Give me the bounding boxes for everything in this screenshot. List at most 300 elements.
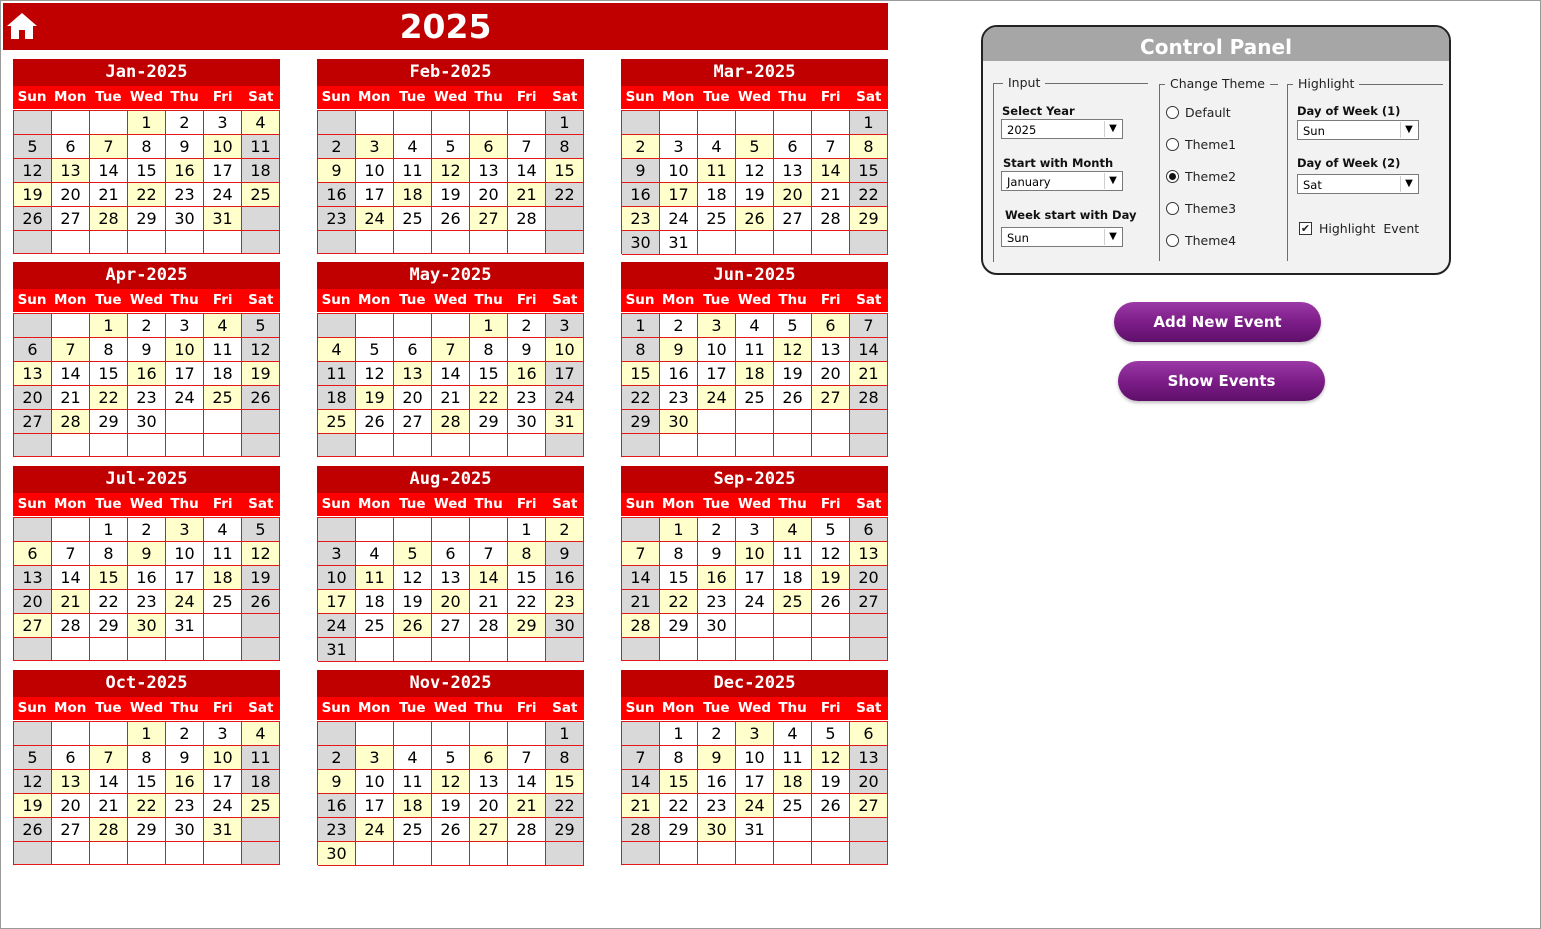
day-cell[interactable]: 26 (242, 386, 280, 410)
day-cell[interactable]: 21 (432, 386, 470, 410)
day-cell[interactable]: 29 (850, 207, 888, 231)
day-cell[interactable]: 11 (394, 770, 432, 794)
day-cell[interactable]: 16 (128, 362, 166, 386)
day-cell[interactable]: 3 (204, 722, 242, 746)
day-cell[interactable]: 28 (90, 818, 128, 842)
day-cell[interactable]: 20 (470, 183, 508, 207)
day-cell[interactable]: 17 (660, 183, 698, 207)
day-cell[interactable]: 7 (432, 338, 470, 362)
day-cell[interactable]: 31 (660, 231, 698, 255)
day-cell[interactable]: 24 (204, 794, 242, 818)
day-cell[interactable]: 27 (52, 818, 90, 842)
day-cell[interactable]: 8 (90, 542, 128, 566)
day-cell[interactable]: 1 (660, 722, 698, 746)
day-cell[interactable]: 18 (774, 566, 812, 590)
day-cell[interactable]: 20 (850, 566, 888, 590)
day-cell[interactable]: 19 (432, 794, 470, 818)
day-cell[interactable]: 4 (774, 518, 812, 542)
day-cell[interactable]: 26 (14, 207, 52, 231)
day-cell[interactable]: 15 (622, 362, 660, 386)
theme-option-theme4[interactable] (1166, 233, 1236, 248)
day-cell[interactable]: 2 (166, 111, 204, 135)
day-cell[interactable]: 9 (128, 542, 166, 566)
day-cell[interactable]: 2 (318, 135, 356, 159)
day-cell[interactable]: 8 (90, 338, 128, 362)
day-cell[interactable]: 1 (128, 111, 166, 135)
day-cell[interactable]: 25 (736, 386, 774, 410)
day-cell[interactable]: 10 (204, 135, 242, 159)
day-cell[interactable]: 15 (90, 566, 128, 590)
day-cell[interactable]: 31 (204, 818, 242, 842)
day-cell[interactable]: 21 (622, 590, 660, 614)
day-cell[interactable]: 30 (128, 410, 166, 434)
day-cell[interactable]: 22 (128, 183, 166, 207)
show-events-button[interactable]: Show Events (1118, 361, 1325, 401)
day-cell[interactable]: 10 (546, 338, 584, 362)
day-cell[interactable]: 16 (166, 159, 204, 183)
day-cell[interactable]: 3 (166, 314, 204, 338)
day-cell[interactable]: 23 (318, 818, 356, 842)
day-cell[interactable]: 5 (242, 518, 280, 542)
day-cell[interactable]: 11 (736, 338, 774, 362)
day-cell[interactable]: 15 (508, 566, 546, 590)
day-cell[interactable]: 17 (698, 362, 736, 386)
day-cell[interactable]: 14 (470, 566, 508, 590)
day-cell[interactable]: 25 (204, 386, 242, 410)
day-cell[interactable]: 6 (774, 135, 812, 159)
day-cell[interactable]: 19 (242, 566, 280, 590)
day-cell[interactable]: 11 (394, 159, 432, 183)
day-cell[interactable]: 27 (470, 818, 508, 842)
day-cell[interactable]: 18 (204, 566, 242, 590)
day-cell[interactable]: 4 (698, 135, 736, 159)
day-cell[interactable]: 15 (850, 159, 888, 183)
day-cell[interactable]: 13 (52, 770, 90, 794)
day-cell[interactable]: 8 (850, 135, 888, 159)
day-cell[interactable]: 7 (622, 746, 660, 770)
day-cell[interactable]: 18 (318, 386, 356, 410)
chevron-down-icon[interactable]: ▼ (1104, 229, 1121, 245)
day-cell[interactable]: 8 (508, 542, 546, 566)
day-cell[interactable]: 22 (90, 590, 128, 614)
day-cell[interactable]: 6 (850, 722, 888, 746)
day-cell[interactable]: 11 (774, 542, 812, 566)
day-cell[interactable]: 21 (52, 386, 90, 410)
day-cell[interactable]: 26 (356, 410, 394, 434)
chevron-down-icon[interactable]: ▼ (1400, 176, 1417, 192)
day-cell[interactable]: 24 (356, 207, 394, 231)
theme-option-default[interactable] (1166, 105, 1231, 120)
day-cell[interactable]: 10 (698, 338, 736, 362)
day-cell[interactable]: 26 (432, 207, 470, 231)
theme-option-theme2[interactable] (1166, 169, 1236, 184)
day-cell[interactable]: 23 (698, 794, 736, 818)
day-cell[interactable]: 18 (356, 590, 394, 614)
day-cell[interactable]: 30 (318, 842, 356, 866)
day-cell[interactable]: 25 (242, 183, 280, 207)
day-cell[interactable]: 8 (622, 338, 660, 362)
day-cell[interactable]: 14 (508, 159, 546, 183)
day-cell[interactable]: 24 (736, 794, 774, 818)
day-cell[interactable]: 21 (812, 183, 850, 207)
day-cell[interactable]: 5 (736, 135, 774, 159)
day-cell[interactable]: 15 (90, 362, 128, 386)
day-cell[interactable]: 16 (318, 794, 356, 818)
day-cell[interactable]: 10 (736, 746, 774, 770)
day-cell[interactable]: 6 (52, 135, 90, 159)
day-cell[interactable]: 10 (166, 542, 204, 566)
day-cell[interactable]: 13 (812, 338, 850, 362)
day-cell[interactable]: 1 (90, 518, 128, 542)
day-cell[interactable]: 3 (660, 135, 698, 159)
day-cell[interactable]: 28 (508, 207, 546, 231)
day-cell[interactable]: 12 (812, 542, 850, 566)
day-cell[interactable]: 29 (622, 410, 660, 434)
day-cell[interactable]: 17 (204, 770, 242, 794)
day-cell[interactable]: 19 (14, 183, 52, 207)
day-cell[interactable]: 28 (622, 818, 660, 842)
day-cell[interactable]: 8 (128, 746, 166, 770)
day-cell[interactable]: 19 (812, 566, 850, 590)
day-cell[interactable]: 14 (432, 362, 470, 386)
day-cell[interactable]: 5 (774, 314, 812, 338)
day-cell[interactable]: 28 (850, 386, 888, 410)
day-cell[interactable]: 6 (470, 135, 508, 159)
radio-button-icon[interactable] (1166, 170, 1179, 183)
day-cell[interactable]: 12 (432, 770, 470, 794)
radio-button-icon[interactable] (1166, 106, 1179, 119)
dow2-dropdown[interactable] (1297, 174, 1419, 194)
day-cell[interactable]: 1 (660, 518, 698, 542)
day-cell[interactable]: 6 (470, 746, 508, 770)
day-cell[interactable]: 27 (850, 794, 888, 818)
day-cell[interactable]: 13 (432, 566, 470, 590)
day-cell[interactable]: 3 (698, 314, 736, 338)
day-cell[interactable]: 5 (812, 518, 850, 542)
day-cell[interactable]: 21 (850, 362, 888, 386)
day-cell[interactable]: 5 (432, 746, 470, 770)
day-cell[interactable]: 26 (812, 590, 850, 614)
day-cell[interactable]: 14 (622, 770, 660, 794)
day-cell[interactable]: 30 (660, 410, 698, 434)
day-cell[interactable]: 11 (356, 566, 394, 590)
day-cell[interactable]: 18 (394, 183, 432, 207)
day-cell[interactable]: 14 (622, 566, 660, 590)
chevron-down-icon[interactable]: ▼ (1104, 173, 1121, 189)
day-cell[interactable]: 11 (698, 159, 736, 183)
day-cell[interactable]: 31 (318, 638, 356, 662)
dow1-dropdown[interactable] (1297, 120, 1419, 140)
day-cell[interactable]: 30 (622, 231, 660, 255)
day-cell[interactable]: 3 (318, 542, 356, 566)
day-cell[interactable]: 19 (774, 362, 812, 386)
day-cell[interactable]: 13 (14, 566, 52, 590)
day-cell[interactable]: 11 (318, 362, 356, 386)
day-cell[interactable]: 23 (166, 794, 204, 818)
day-cell[interactable]: 7 (508, 135, 546, 159)
day-cell[interactable]: 2 (166, 722, 204, 746)
day-cell[interactable]: 5 (356, 338, 394, 362)
day-cell[interactable]: 2 (128, 314, 166, 338)
day-cell[interactable]: 4 (774, 722, 812, 746)
day-cell[interactable]: 29 (660, 614, 698, 638)
chevron-down-icon[interactable]: ▼ (1104, 121, 1121, 137)
day-cell[interactable]: 1 (128, 722, 166, 746)
day-cell[interactable]: 25 (394, 818, 432, 842)
day-cell[interactable]: 9 (318, 159, 356, 183)
day-cell[interactable]: 4 (204, 518, 242, 542)
day-cell[interactable]: 27 (850, 590, 888, 614)
day-cell[interactable]: 4 (242, 722, 280, 746)
day-cell[interactable]: 27 (52, 207, 90, 231)
day-cell[interactable]: 18 (242, 159, 280, 183)
day-cell[interactable]: 26 (774, 386, 812, 410)
day-cell[interactable]: 22 (546, 794, 584, 818)
day-cell[interactable]: 17 (736, 566, 774, 590)
day-cell[interactable]: 10 (318, 566, 356, 590)
day-cell[interactable]: 20 (52, 183, 90, 207)
day-cell[interactable]: 9 (128, 338, 166, 362)
day-cell[interactable]: 12 (242, 338, 280, 362)
day-cell[interactable]: 29 (90, 410, 128, 434)
day-cell[interactable]: 16 (698, 770, 736, 794)
day-cell[interactable]: 25 (356, 614, 394, 638)
day-cell[interactable]: 22 (128, 794, 166, 818)
day-cell[interactable]: 25 (204, 590, 242, 614)
day-cell[interactable]: 3 (356, 746, 394, 770)
day-cell[interactable]: 28 (508, 818, 546, 842)
day-cell[interactable]: 6 (812, 314, 850, 338)
day-cell[interactable]: 30 (546, 614, 584, 638)
day-cell[interactable]: 17 (356, 183, 394, 207)
day-cell[interactable]: 27 (812, 386, 850, 410)
day-cell[interactable]: 22 (470, 386, 508, 410)
day-cell[interactable]: 1 (546, 722, 584, 746)
day-cell[interactable]: 20 (812, 362, 850, 386)
day-cell[interactable]: 14 (812, 159, 850, 183)
day-cell[interactable]: 14 (52, 566, 90, 590)
day-cell[interactable]: 30 (508, 410, 546, 434)
day-cell[interactable]: 29 (508, 614, 546, 638)
day-cell[interactable]: 18 (698, 183, 736, 207)
day-cell[interactable]: 26 (242, 590, 280, 614)
day-cell[interactable]: 9 (546, 542, 584, 566)
day-cell[interactable]: 9 (622, 159, 660, 183)
day-cell[interactable]: 16 (166, 770, 204, 794)
day-cell[interactable]: 3 (736, 518, 774, 542)
day-cell[interactable]: 19 (356, 386, 394, 410)
day-cell[interactable]: 2 (622, 135, 660, 159)
radio-button-icon[interactable] (1166, 234, 1179, 247)
day-cell[interactable]: 9 (698, 746, 736, 770)
day-cell[interactable]: 27 (14, 410, 52, 434)
day-cell[interactable]: 22 (508, 590, 546, 614)
day-cell[interactable]: 23 (128, 590, 166, 614)
day-cell[interactable]: 29 (546, 818, 584, 842)
day-cell[interactable]: 16 (660, 362, 698, 386)
day-cell[interactable]: 30 (166, 818, 204, 842)
day-cell[interactable]: 29 (660, 818, 698, 842)
day-cell[interactable]: 28 (52, 614, 90, 638)
day-cell[interactable]: 21 (470, 590, 508, 614)
day-cell[interactable]: 7 (470, 542, 508, 566)
day-cell[interactable]: 19 (812, 770, 850, 794)
theme-option-theme1[interactable] (1166, 137, 1236, 152)
day-cell[interactable]: 18 (774, 770, 812, 794)
day-cell[interactable]: 20 (14, 590, 52, 614)
day-cell[interactable]: 23 (128, 386, 166, 410)
day-cell[interactable]: 2 (698, 722, 736, 746)
day-cell[interactable]: 15 (470, 362, 508, 386)
day-cell[interactable]: 5 (242, 314, 280, 338)
day-cell[interactable]: 15 (546, 770, 584, 794)
day-cell[interactable]: 28 (622, 614, 660, 638)
day-cell[interactable]: 23 (508, 386, 546, 410)
day-cell[interactable]: 10 (736, 542, 774, 566)
day-cell[interactable]: 7 (508, 746, 546, 770)
day-cell[interactable]: 8 (546, 135, 584, 159)
day-cell[interactable]: 21 (622, 794, 660, 818)
day-cell[interactable]: 12 (14, 159, 52, 183)
day-cell[interactable]: 12 (812, 746, 850, 770)
day-cell[interactable]: 17 (736, 770, 774, 794)
day-cell[interactable]: 3 (166, 518, 204, 542)
day-cell[interactable]: 12 (432, 159, 470, 183)
day-cell[interactable]: 5 (432, 135, 470, 159)
day-cell[interactable]: 14 (508, 770, 546, 794)
start-month-dropdown[interactable] (1001, 171, 1123, 191)
day-cell[interactable]: 8 (660, 746, 698, 770)
day-cell[interactable]: 4 (356, 542, 394, 566)
day-cell[interactable]: 17 (356, 794, 394, 818)
day-cell[interactable]: 25 (242, 794, 280, 818)
chevron-down-icon[interactable]: ▼ (1400, 122, 1417, 138)
day-cell[interactable]: 31 (204, 207, 242, 231)
day-cell[interactable]: 24 (204, 183, 242, 207)
day-cell[interactable]: 23 (546, 590, 584, 614)
day-cell[interactable]: 17 (166, 566, 204, 590)
day-cell[interactable]: 29 (128, 207, 166, 231)
day-cell[interactable]: 7 (52, 338, 90, 362)
day-cell[interactable]: 4 (394, 746, 432, 770)
day-cell[interactable]: 3 (546, 314, 584, 338)
day-cell[interactable]: 20 (850, 770, 888, 794)
day-cell[interactable]: 30 (698, 818, 736, 842)
day-cell[interactable]: 19 (14, 794, 52, 818)
day-cell[interactable]: 17 (166, 362, 204, 386)
day-cell[interactable]: 2 (546, 518, 584, 542)
day-cell[interactable]: 17 (546, 362, 584, 386)
day-cell[interactable]: 12 (736, 159, 774, 183)
day-cell[interactable]: 23 (698, 590, 736, 614)
day-cell[interactable]: 15 (660, 566, 698, 590)
theme-option-theme3[interactable] (1166, 201, 1236, 216)
week-start-dropdown[interactable] (1001, 227, 1123, 247)
day-cell[interactable]: 5 (394, 542, 432, 566)
day-cell[interactable]: 5 (812, 722, 850, 746)
day-cell[interactable]: 15 (660, 770, 698, 794)
day-cell[interactable]: 24 (698, 386, 736, 410)
day-cell[interactable]: 4 (204, 314, 242, 338)
day-cell[interactable]: 9 (166, 746, 204, 770)
day-cell[interactable]: 22 (622, 386, 660, 410)
day-cell[interactable]: 16 (546, 566, 584, 590)
day-cell[interactable]: 20 (394, 386, 432, 410)
day-cell[interactable]: 25 (394, 207, 432, 231)
day-cell[interactable]: 28 (432, 410, 470, 434)
day-cell[interactable]: 26 (812, 794, 850, 818)
day-cell[interactable]: 14 (90, 770, 128, 794)
day-cell[interactable]: 7 (850, 314, 888, 338)
day-cell[interactable]: 16 (622, 183, 660, 207)
day-cell[interactable]: 9 (508, 338, 546, 362)
day-cell[interactable]: 22 (850, 183, 888, 207)
day-cell[interactable]: 18 (204, 362, 242, 386)
day-cell[interactable]: 6 (52, 746, 90, 770)
day-cell[interactable]: 9 (318, 770, 356, 794)
day-cell[interactable]: 29 (128, 818, 166, 842)
day-cell[interactable]: 22 (660, 794, 698, 818)
day-cell[interactable]: 23 (318, 207, 356, 231)
radio-button-icon[interactable] (1166, 138, 1179, 151)
day-cell[interactable]: 24 (166, 386, 204, 410)
day-cell[interactable]: 18 (394, 794, 432, 818)
day-cell[interactable]: 11 (242, 135, 280, 159)
day-cell[interactable]: 6 (850, 518, 888, 542)
day-cell[interactable]: 7 (622, 542, 660, 566)
day-cell[interactable]: 25 (698, 207, 736, 231)
day-cell[interactable]: 19 (736, 183, 774, 207)
day-cell[interactable]: 11 (204, 542, 242, 566)
day-cell[interactable]: 19 (242, 362, 280, 386)
day-cell[interactable]: 3 (356, 135, 394, 159)
day-cell[interactable]: 14 (850, 338, 888, 362)
day-cell[interactable]: 20 (52, 794, 90, 818)
day-cell[interactable]: 11 (204, 338, 242, 362)
day-cell[interactable]: 29 (470, 410, 508, 434)
day-cell[interactable]: 14 (52, 362, 90, 386)
day-cell[interactable]: 15 (546, 159, 584, 183)
radio-button-icon[interactable] (1166, 202, 1179, 215)
day-cell[interactable]: 18 (242, 770, 280, 794)
day-cell[interactable]: 19 (432, 183, 470, 207)
day-cell[interactable]: 1 (470, 314, 508, 338)
day-cell[interactable]: 28 (470, 614, 508, 638)
day-cell[interactable]: 16 (698, 566, 736, 590)
day-cell[interactable]: 15 (128, 770, 166, 794)
day-cell[interactable]: 9 (698, 542, 736, 566)
day-cell[interactable]: 10 (356, 770, 394, 794)
day-cell[interactable]: 13 (850, 746, 888, 770)
day-cell[interactable]: 4 (242, 111, 280, 135)
day-cell[interactable]: 10 (204, 746, 242, 770)
day-cell[interactable]: 13 (850, 542, 888, 566)
day-cell[interactable]: 11 (242, 746, 280, 770)
day-cell[interactable]: 30 (698, 614, 736, 638)
day-cell[interactable]: 2 (318, 746, 356, 770)
day-cell[interactable]: 7 (812, 135, 850, 159)
day-cell[interactable]: 26 (14, 818, 52, 842)
day-cell[interactable]: 12 (14, 770, 52, 794)
day-cell[interactable]: 29 (90, 614, 128, 638)
day-cell[interactable]: 24 (318, 614, 356, 638)
day-cell[interactable]: 21 (52, 590, 90, 614)
day-cell[interactable]: 22 (660, 590, 698, 614)
day-cell[interactable]: 8 (546, 746, 584, 770)
day-cell[interactable]: 27 (470, 207, 508, 231)
day-cell[interactable]: 27 (394, 410, 432, 434)
day-cell[interactable]: 12 (774, 338, 812, 362)
